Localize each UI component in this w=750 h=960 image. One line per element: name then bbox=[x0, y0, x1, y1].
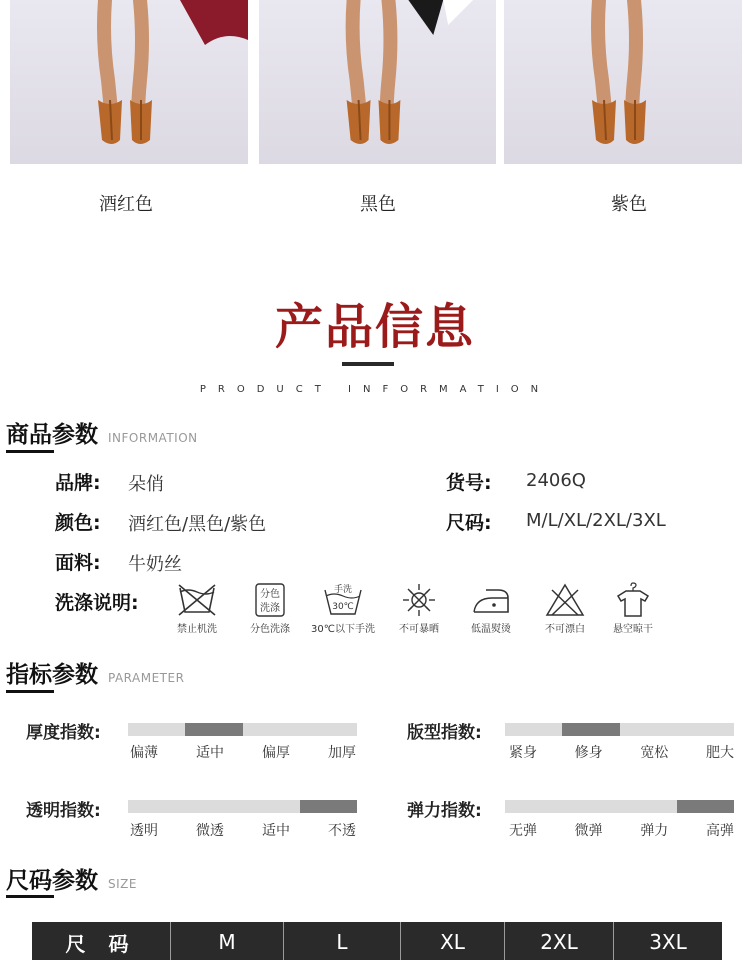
indicators-heading-underline bbox=[6, 690, 54, 693]
indicator-segment bbox=[243, 723, 300, 736]
transparency-label: 透明指数: bbox=[26, 801, 101, 821]
fit-tick: 宽松 bbox=[640, 745, 669, 761]
no-machine-wash-icon bbox=[176, 582, 218, 618]
size-header-cell: 3XL bbox=[649, 930, 687, 954]
indicator-segment bbox=[128, 800, 185, 813]
separate-wash-glyph-top: 分色 bbox=[260, 589, 280, 600]
size-table-header bbox=[32, 922, 722, 960]
transparency-tick: 透明 bbox=[130, 823, 158, 839]
product-info-title: 产品信息 bbox=[274, 299, 475, 355]
indicator-segment bbox=[677, 723, 734, 736]
thickness-tick: 加厚 bbox=[328, 745, 356, 761]
params-heading-underline bbox=[6, 450, 54, 453]
wash-label-hand-wash: 30℃以下手洗 bbox=[311, 624, 375, 635]
params-heading-en: INFORMATION bbox=[108, 431, 198, 445]
elasticity-label: 弹力指数: bbox=[407, 801, 482, 821]
hand-wash-icon bbox=[322, 582, 364, 618]
indicators-heading-cn: 指标参数 bbox=[6, 662, 98, 688]
indicators-heading-en: PARAMETER bbox=[108, 671, 185, 685]
wash-label: 洗涤说明: bbox=[55, 592, 139, 614]
size-heading-en: SIZE bbox=[108, 877, 137, 891]
wash-label-hang-dry: 悬空晾干 bbox=[613, 624, 653, 635]
wash-label-no-sun-dry: 不可暴晒 bbox=[399, 624, 439, 635]
color-label: 颜色: bbox=[55, 512, 101, 534]
sku-label: 货号: bbox=[446, 472, 492, 494]
indicator-segment bbox=[505, 800, 562, 813]
wash-label-separate-wash: 分色洗涤 bbox=[250, 624, 290, 635]
elasticity-bar bbox=[505, 800, 734, 813]
low-iron-icon bbox=[470, 582, 512, 618]
size-header-cell: XL bbox=[401, 922, 505, 960]
elasticity-tick: 高弹 bbox=[705, 823, 734, 839]
separate-wash-glyph-bottom: 洗涤 bbox=[260, 603, 280, 614]
color-caption-black: 黑色 bbox=[360, 194, 396, 215]
indicator-active-segment bbox=[300, 800, 357, 813]
hang-dry-icon bbox=[612, 582, 654, 618]
thickness-ticks bbox=[130, 742, 356, 762]
separate-wash-icon bbox=[249, 582, 291, 618]
color-caption-purple: 紫色 bbox=[611, 194, 647, 215]
indicator-segment bbox=[505, 723, 562, 736]
transparency-tick: 适中 bbox=[262, 823, 290, 839]
indicator-segment bbox=[128, 723, 185, 736]
size-header-cell: L bbox=[284, 922, 401, 960]
wash-item-hand-wash bbox=[303, 582, 383, 635]
wash-item-hang-dry bbox=[593, 582, 673, 635]
wash-label-no-machine-wash: 禁止机洗 bbox=[177, 624, 217, 635]
size-header-cell: M bbox=[171, 922, 284, 960]
transparency-bar bbox=[128, 800, 357, 813]
product-photo-black[interactable] bbox=[259, 0, 496, 164]
fit-tick: 紧身 bbox=[509, 745, 537, 761]
wash-label-low-iron: 低温熨烫 bbox=[471, 624, 511, 635]
indicator-segment bbox=[300, 723, 357, 736]
fit-bar bbox=[505, 723, 734, 736]
fit-tick: 肥大 bbox=[705, 745, 734, 761]
params-heading bbox=[6, 416, 198, 449]
elasticity-tick: 无弹 bbox=[509, 823, 537, 839]
color-caption-wine-red: 酒红色 bbox=[99, 194, 153, 215]
transparency-tick: 微透 bbox=[196, 823, 224, 839]
wash-item-low-iron bbox=[451, 582, 531, 635]
title-divider bbox=[342, 362, 394, 366]
wash-item-no-sun-dry bbox=[379, 582, 459, 635]
wash-item-separate-wash bbox=[230, 582, 310, 635]
brand-label: 品牌: bbox=[55, 472, 101, 494]
elasticity-tick: 微弹 bbox=[574, 823, 603, 839]
params-heading-cn: 商品参数 bbox=[6, 422, 98, 448]
fabric-value: 牛奶丝 bbox=[128, 554, 182, 575]
indicators-heading bbox=[6, 656, 184, 689]
brand-value: 朵俏 bbox=[128, 474, 164, 495]
transparency-ticks bbox=[130, 820, 356, 840]
fit-ticks bbox=[509, 742, 734, 762]
size-heading-underline bbox=[6, 895, 54, 898]
thickness-label: 厚度指数: bbox=[26, 723, 101, 743]
indicator-active-segment bbox=[677, 800, 734, 813]
indicator-segment bbox=[562, 800, 619, 813]
thickness-tick: 偏薄 bbox=[130, 745, 158, 761]
no-bleach-icon bbox=[544, 582, 586, 618]
thickness-tick: 偏厚 bbox=[262, 745, 290, 761]
indicator-segment bbox=[243, 800, 300, 813]
wash-item-no-machine-wash bbox=[157, 582, 237, 635]
size-header-cell: 尺 码 bbox=[32, 922, 171, 960]
elasticity-ticks bbox=[509, 820, 734, 840]
hand-wash-glyph-bottom: 30℃ bbox=[332, 602, 354, 612]
color-value: 酒红色/黑色/紫色 bbox=[128, 514, 267, 535]
indicator-segment bbox=[620, 800, 677, 813]
thickness-tick: 适中 bbox=[196, 745, 224, 761]
product-photo-wine-red[interactable] bbox=[10, 0, 248, 164]
size-value: M/L/XL/2XL/3XL bbox=[526, 510, 666, 531]
thickness-bar bbox=[128, 723, 357, 736]
wash-label-no-bleach: 不可漂白 bbox=[545, 624, 585, 635]
indicator-segment bbox=[185, 800, 242, 813]
indicator-active-segment bbox=[185, 723, 242, 736]
elasticity-tick: 弹力 bbox=[640, 823, 669, 839]
fabric-label: 面料: bbox=[55, 552, 101, 574]
sku-value: 2406Q bbox=[526, 470, 586, 491]
no-sun-dry-icon bbox=[398, 582, 440, 618]
fit-tick: 修身 bbox=[574, 745, 603, 761]
product-photo-purple[interactable] bbox=[504, 0, 742, 164]
product-info-subtitle: PRODUCT INFORMATION bbox=[199, 384, 551, 395]
size-heading-cn: 尺码参数 bbox=[6, 868, 98, 894]
indicator-segment bbox=[620, 723, 677, 736]
size-header-cell: 2XL bbox=[505, 922, 614, 960]
hand-wash-glyph-top: 手洗 bbox=[333, 585, 353, 595]
size-label: 尺码: bbox=[446, 512, 492, 534]
fit-label: 版型指数: bbox=[407, 723, 482, 743]
transparency-tick: 不透 bbox=[328, 823, 356, 839]
size-heading bbox=[6, 862, 137, 895]
indicator-active-segment bbox=[562, 723, 619, 736]
